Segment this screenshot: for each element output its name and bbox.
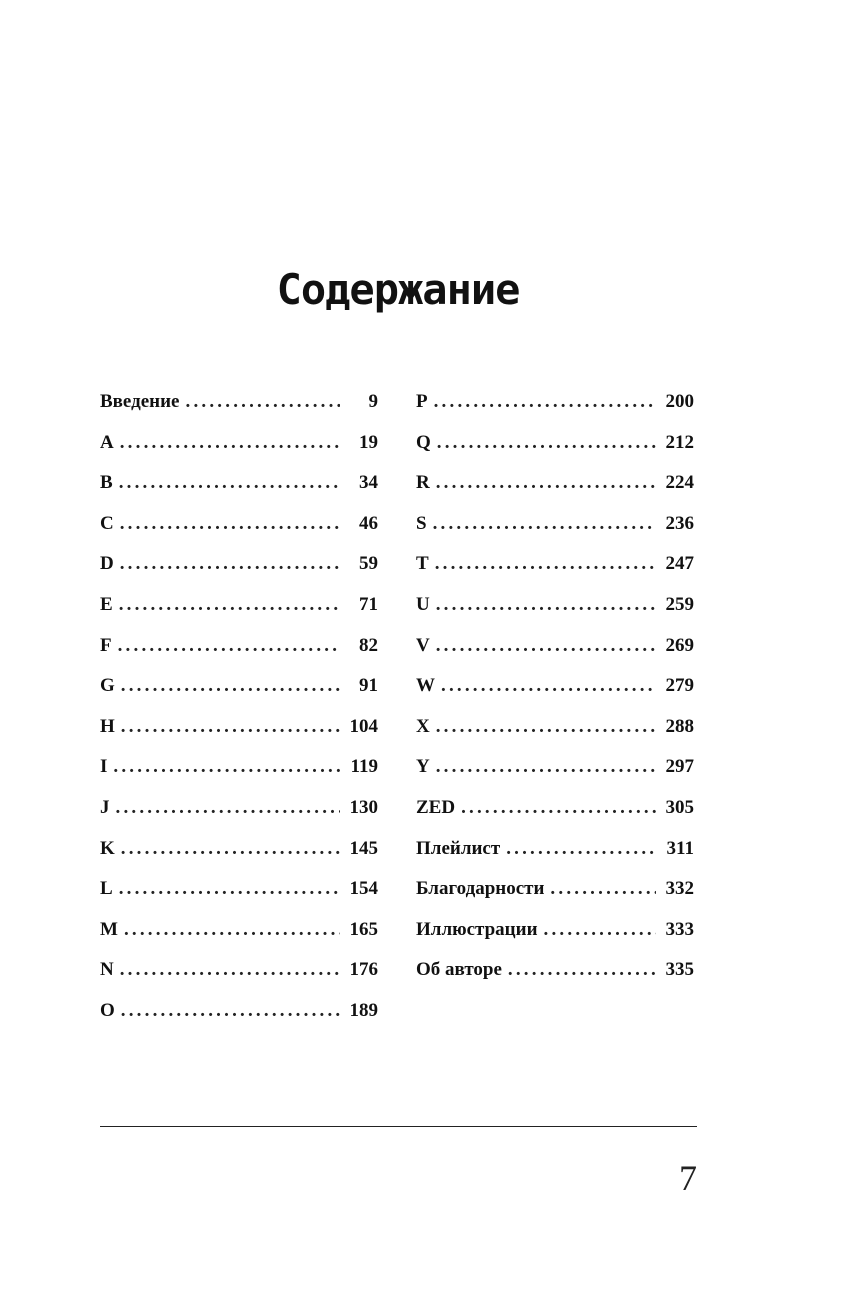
toc-dot-leader xyxy=(435,544,656,585)
toc-entry-label: Введение xyxy=(100,391,180,412)
toc-entry-label: G xyxy=(100,675,115,697)
toc-dot-leader xyxy=(119,585,340,626)
toc-entry xyxy=(416,747,694,788)
toc-entry-label: F xyxy=(100,634,112,656)
toc-dot-leader xyxy=(436,707,656,748)
toc-entry-label: K xyxy=(100,837,115,859)
toc-entry xyxy=(100,626,378,667)
toc-entry xyxy=(416,788,694,829)
toc-dot-leader xyxy=(436,747,656,788)
toc-entry-label: Плейлист xyxy=(416,837,501,859)
footer-rule xyxy=(100,1126,697,1127)
toc-entry-label: L xyxy=(100,878,113,900)
toc-dot-leader xyxy=(120,504,340,545)
toc-dot-leader xyxy=(461,788,656,829)
toc-dot-leader xyxy=(437,423,656,464)
toc-entry-page: 297 xyxy=(665,756,694,778)
toc-entry-label: O xyxy=(100,999,115,1021)
toc-entry xyxy=(416,869,694,910)
toc-entry xyxy=(416,423,694,464)
toc-dot-leader xyxy=(118,626,340,667)
toc-entry xyxy=(100,382,378,423)
toc-entry-label: B xyxy=(100,472,113,494)
toc-entry-page: 189 xyxy=(349,999,378,1021)
toc-entry xyxy=(100,585,378,626)
toc-entry xyxy=(100,666,378,707)
toc-dot-leader xyxy=(119,463,340,504)
toc-entry-page: 34 xyxy=(359,472,378,494)
toc-entry xyxy=(100,910,378,951)
toc-entry-page: 236 xyxy=(665,512,694,534)
toc-entry xyxy=(416,544,694,585)
toc-entry-page: 46 xyxy=(359,512,378,534)
toc-entry-label: Y xyxy=(416,756,430,778)
toc-entry-page: 200 xyxy=(665,391,694,412)
toc-entry-label: E xyxy=(100,593,113,615)
toc-entry-page: 19 xyxy=(359,431,378,453)
toc-entry-label: P xyxy=(416,391,428,412)
toc-dot-leader xyxy=(121,991,340,1032)
toc-entry-label: J xyxy=(100,796,110,818)
toc-entry xyxy=(100,869,378,910)
toc-entry xyxy=(416,585,694,626)
toc-entry-page: 91 xyxy=(359,675,378,697)
toc-entry-label: I xyxy=(100,756,108,778)
toc-dot-leader xyxy=(121,666,340,707)
toc-entry xyxy=(416,463,694,504)
toc-entry xyxy=(416,707,694,748)
toc-entry-page: 59 xyxy=(359,553,378,575)
toc-dot-leader xyxy=(544,910,656,951)
toc-entry xyxy=(416,626,694,667)
toc-dot-leader xyxy=(120,423,340,464)
toc-entry-page: 224 xyxy=(665,472,694,494)
toc-entry-label: M xyxy=(100,918,118,940)
toc-entry-page: 9 xyxy=(368,391,378,412)
toc-dot-leader xyxy=(186,382,341,423)
toc-entry xyxy=(416,382,694,423)
toc-entry xyxy=(100,423,378,464)
toc-entry-page: 259 xyxy=(665,593,694,615)
toc-entry xyxy=(100,707,378,748)
toc-entry xyxy=(100,544,378,585)
toc-entry xyxy=(416,666,694,707)
toc-entry-page: 335 xyxy=(665,959,694,981)
toc-entry-label: ZED xyxy=(416,796,456,818)
toc-dot-leader xyxy=(436,626,656,667)
toc-entry-label: N xyxy=(100,959,114,981)
toc-dot-leader xyxy=(434,382,656,423)
toc-entry-page: 145 xyxy=(349,837,378,859)
toc-entry xyxy=(100,463,378,504)
toc-dot-leader xyxy=(433,504,656,545)
toc-entry-label: Q xyxy=(416,431,431,453)
toc-dot-leader xyxy=(506,829,656,870)
toc-entry-label: C xyxy=(100,512,114,534)
toc-entry-page: 119 xyxy=(350,756,378,778)
toc-entry-label: Благодарности xyxy=(416,878,545,900)
toc-column-left xyxy=(100,382,378,1032)
toc-entry-page: 288 xyxy=(665,715,694,737)
toc-entry-label: T xyxy=(416,553,429,575)
toc-entry-label: V xyxy=(416,634,430,656)
toc-entry-label: A xyxy=(100,431,114,453)
toc-entry xyxy=(100,504,378,545)
page-number: 7 xyxy=(679,1158,697,1198)
toc-entry-label: Об авторе xyxy=(416,959,502,981)
toc-dot-leader xyxy=(124,910,340,951)
toc-entry-page: 71 xyxy=(359,593,378,615)
toc-entry-page: 332 xyxy=(665,878,694,900)
page-title: Содержание xyxy=(276,265,520,315)
toc-entry-label: W xyxy=(416,675,435,697)
toc-entry-page: 333 xyxy=(665,918,694,940)
toc-dot-leader xyxy=(121,707,340,748)
toc-dot-leader xyxy=(121,829,340,870)
toc-entry-page: 212 xyxy=(665,431,694,453)
toc-entry xyxy=(100,950,378,991)
toc-dot-leader xyxy=(508,950,656,991)
toc-entry-page: 176 xyxy=(349,959,378,981)
toc-entry xyxy=(416,910,694,951)
toc-entry-page: 104 xyxy=(349,715,378,737)
toc-entry xyxy=(100,788,378,829)
toc-entry-page: 311 xyxy=(666,837,694,859)
toc-entry-page: 247 xyxy=(665,553,694,575)
toc-entry-page: 130 xyxy=(349,796,378,818)
toc-entry-label: S xyxy=(416,512,427,534)
toc-column-right xyxy=(416,382,694,991)
toc-dot-leader xyxy=(116,788,341,829)
toc-dot-leader xyxy=(120,544,340,585)
toc-entry-label: D xyxy=(100,553,114,575)
toc-dot-leader xyxy=(550,869,656,910)
toc-entry-page: 165 xyxy=(349,918,378,940)
toc-entry-label: X xyxy=(416,715,430,737)
toc-dot-leader xyxy=(436,585,656,626)
toc-dot-leader xyxy=(120,950,340,991)
toc-entry-page: 154 xyxy=(349,878,378,900)
toc-entry-label: R xyxy=(416,472,430,494)
toc-entry-label: Иллюстрации xyxy=(416,918,538,940)
toc-dot-leader xyxy=(113,747,340,788)
toc-entry xyxy=(416,950,694,991)
toc-entry-page: 279 xyxy=(665,675,694,697)
toc-entry xyxy=(100,991,378,1032)
toc-entry-label: U xyxy=(416,593,430,615)
toc-entry xyxy=(416,504,694,545)
toc-entry xyxy=(100,747,378,788)
toc-dot-leader xyxy=(436,463,656,504)
toc-entry-page: 269 xyxy=(665,634,694,656)
toc-entry-page: 82 xyxy=(359,634,378,656)
toc-entry xyxy=(100,829,378,870)
toc-dot-leader xyxy=(441,666,656,707)
toc-entry-page: 305 xyxy=(665,796,694,818)
toc-dot-leader xyxy=(119,869,340,910)
toc-entry xyxy=(416,829,694,870)
toc-entry-label: H xyxy=(100,715,115,737)
